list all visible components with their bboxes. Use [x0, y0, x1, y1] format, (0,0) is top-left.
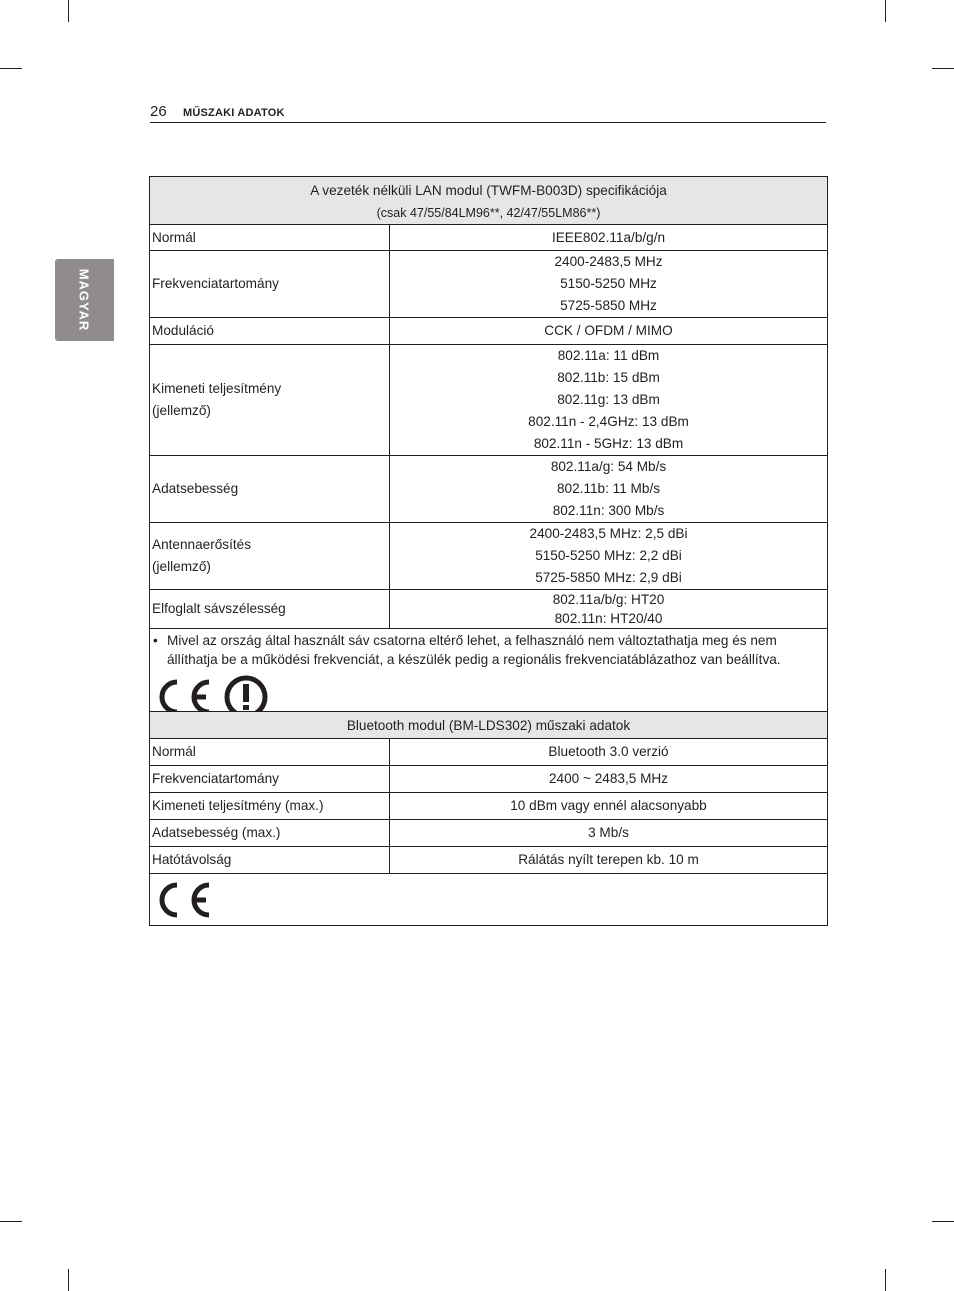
row-value: 10 dBm vagy ennél alacsonyabb: [390, 793, 828, 820]
crop-mark: [932, 68, 954, 69]
crop-mark: [885, 1269, 886, 1291]
bullet: •: [153, 633, 158, 648]
table-row: [150, 590, 828, 629]
crop-mark: [0, 68, 22, 69]
row-value: 802.11a: 11 dBm 802.11b: 15 dBm 802.11g: 13 dBm 802.11n - 2,4GHz: 13 dBm 802.11n - 5GHz: 13 dBm: [390, 345, 828, 456]
row-label: Normál: [150, 225, 390, 251]
page-header: [150, 103, 826, 123]
row-value: 2400-2483,5 MHz 5150-5250 MHz 5725-5850 MHz: [390, 251, 828, 318]
table-row: [150, 847, 828, 874]
row-label: Adatsebesség: [150, 456, 390, 523]
note-cell: [150, 629, 828, 721]
note-text: Mivel az ország által használt sáv csatorna eltérő lehet, a felhasználó nem változtathatja meg és nem állíthatja be a működési frekvenciát, a készülék pedig a regionális frekvenciatáblázathoz van beállítva.: [167, 633, 781, 667]
row-label: Moduláció: [150, 318, 390, 345]
table-row: [150, 766, 828, 793]
crop-mark: [68, 0, 69, 22]
crop-mark: [68, 1269, 69, 1291]
row-label: Kimeneti teljesítmény (max.): [150, 793, 390, 820]
crop-mark: [0, 1221, 22, 1222]
section-title: MŰSZAKI ADATOK: [183, 107, 285, 119]
table-row: [150, 251, 828, 318]
wlan-table-title: [150, 177, 828, 225]
language-tab: [55, 259, 114, 341]
row-value: IEEE802.11a/b/g/n: [390, 225, 828, 251]
bluetooth-spec-table: [149, 711, 828, 926]
note: [150, 629, 827, 669]
row-value: 2400 ~ 2483,5 MHz: [390, 766, 828, 793]
bluetooth-title: Bluetooth modul (BM-LDS302) műszaki adatok: [150, 712, 828, 739]
row-label: Adatsebesség (max.): [150, 820, 390, 847]
row-label: Normál: [150, 739, 390, 766]
row-label: Frekvenciatartomány: [150, 766, 390, 793]
crop-mark: [885, 0, 886, 22]
table-header-row: [150, 712, 828, 739]
row-value: 802.11a/g: 54 Mb/s 802.11b: 11 Mb/s 802.11n: 300 Mb/s: [390, 456, 828, 523]
row-value: 2400-2483,5 MHz: 2,5 dBi 5150-5250 MHz: 2,2 dBi 5725-5850 MHz: 2,9 dBi: [390, 523, 828, 590]
table-row: [150, 820, 828, 847]
page-number: 26: [150, 103, 167, 120]
table-row: [150, 793, 828, 820]
row-label: Kimeneti teljesítmény (jellemző): [150, 345, 390, 456]
table-row: [150, 345, 828, 456]
table-row: [150, 225, 828, 251]
compliance-marks: [150, 874, 828, 926]
language-tab-label: MAGYAR: [76, 268, 92, 332]
table-row: [150, 318, 828, 345]
row-label: Hatótávolság: [150, 847, 390, 874]
wlan-spec-table: [149, 176, 828, 721]
row-label: Frekvenciatartomány: [150, 251, 390, 318]
row-value: CCK / OFDM / MIMO: [390, 318, 828, 345]
row-value: Rálátás nyílt terepen kb. 10 m: [390, 847, 828, 874]
table-row: [150, 523, 828, 590]
wlan-subtitle: (csak 47/55/84LM96**, 42/47/55LM86**): [376, 205, 601, 220]
note-row: [150, 629, 828, 721]
row-label: Antennaerősítés (jellemző): [150, 523, 390, 590]
row-label: Elfoglalt sávszélesség: [150, 590, 390, 629]
row-value: 3 Mb/s: [390, 820, 828, 847]
marks-row: [150, 874, 828, 926]
crop-mark: [932, 1221, 954, 1222]
wlan-title: A vezeték nélküli LAN modul (TWFM-B003D) specifikációja: [310, 182, 667, 198]
table-row: [150, 456, 828, 523]
row-value: 802.11a/b/g: HT20 802.11n: HT20/40: [390, 590, 828, 629]
ce-mark-icon: [154, 880, 214, 920]
row-value: Bluetooth 3.0 verzió: [390, 739, 828, 766]
table-header-row: [150, 177, 828, 225]
table-row: [150, 739, 828, 766]
